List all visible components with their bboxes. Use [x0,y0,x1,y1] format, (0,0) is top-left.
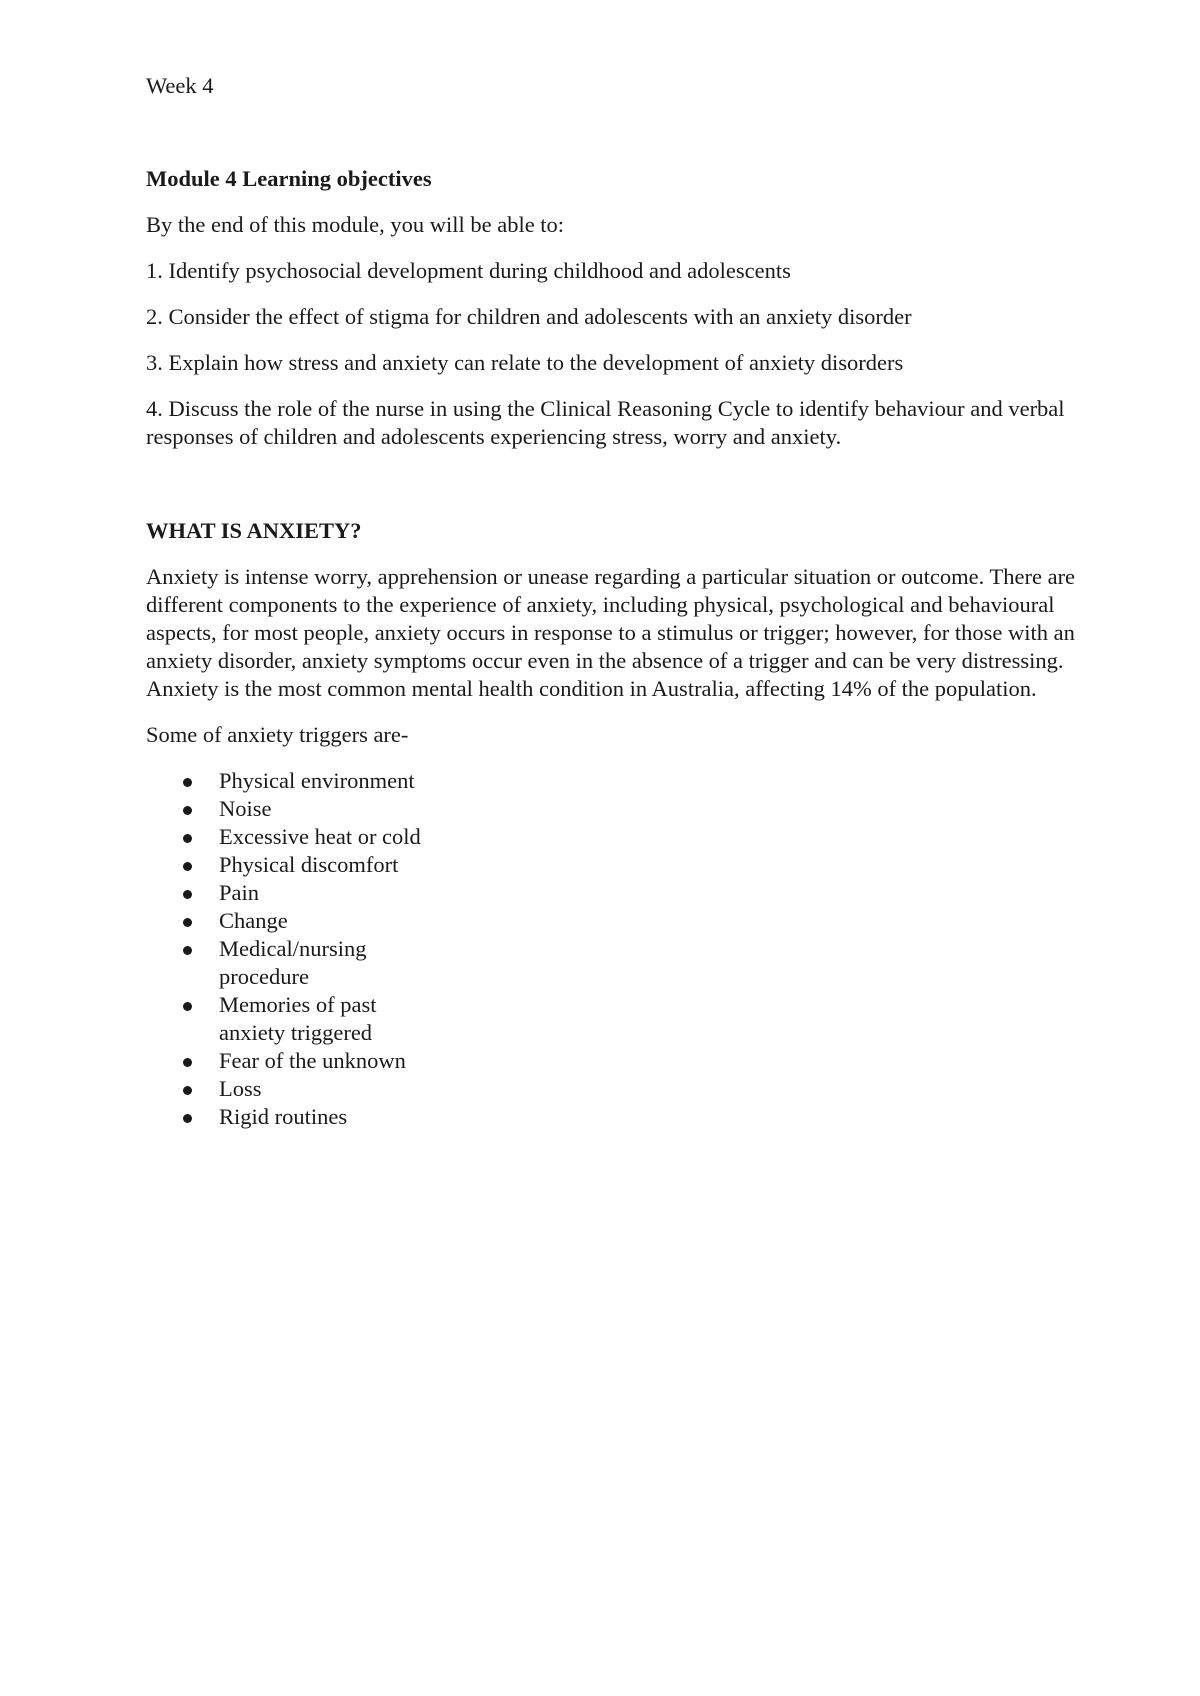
trigger-label: Physical discomfort [219,852,399,877]
trigger-item [146,1103,429,1131]
bullet-icon [183,862,192,871]
trigger-label: Memories of past anxiety triggered [219,992,377,1045]
trigger-label: Loss [219,1076,262,1101]
anxiety-paragraph: Anxiety is intense worry, apprehension or unease regarding a particular situation or outcome. There are different components to the experience of anxiety, including physical, psychological and behavioural aspects, for most people, anxiety occurs in response to a stimulus or trigger; however, for those with an anxiety disorder, anxiety symptoms occur even in the absence of a trigger and can be very distressing. Anxiety is the most common mental health condition in Australia, affecting 14% of the population. [146,564,1076,701]
bullet-icon [183,890,192,899]
triggers-intro: Some of anxiety triggers are- [146,722,409,747]
bullet-icon [183,1002,192,1011]
bullet-icon [183,1058,192,1067]
bullet-icon [183,1114,192,1123]
trigger-label: Physical environment [219,768,415,793]
trigger-label: Medical/nursing procedure [219,936,367,989]
trigger-item [146,1075,429,1103]
trigger-item [146,907,429,935]
trigger-item [146,1047,429,1075]
bullet-icon [183,1086,192,1095]
trigger-label: Pain [219,880,260,905]
trigger-label: Fear of the unknown [219,1048,406,1073]
trigger-item [146,767,429,795]
trigger-label: Change [219,908,288,933]
trigger-item [146,795,429,823]
bullet-icon [183,778,192,787]
trigger-item [146,851,429,879]
week-label: Week 4 [146,73,214,98]
document-page [146,72,1076,1131]
trigger-label: Rigid routines [219,1104,348,1129]
objective-item: 1. Identify psychosocial development during childhood and adolescents [146,258,791,283]
bullet-icon [183,834,192,843]
section-title: WHAT IS ANXIETY? [146,518,362,543]
objective-item: 3. Explain how stress and anxiety can relate to the development of anxiety disorders [146,350,904,375]
bullet-icon [183,918,192,927]
triggers-list [146,767,1076,1131]
trigger-item [146,991,429,1047]
trigger-item [146,935,429,991]
trigger-label: Excessive heat or cold [219,824,421,849]
trigger-label: Noise [219,796,272,821]
objective-item: 2. Consider the effect of stigma for children and adolescents with an anxiety disorder [146,304,912,329]
objective-item: 4. Discuss the role of the nurse in using the Clinical Reasoning Cycle to identify behaviour and verbal responses of children and adolescents experiencing stress, worry and anxiety. [146,396,1065,449]
trigger-item [146,879,429,907]
module-title: Module 4 Learning objectives [146,166,432,191]
objectives-list [146,257,1076,451]
bullet-icon [183,806,192,815]
bullet-icon [183,946,192,955]
trigger-item [146,823,429,851]
objectives-intro: By the end of this module, you will be able to: [146,212,565,237]
